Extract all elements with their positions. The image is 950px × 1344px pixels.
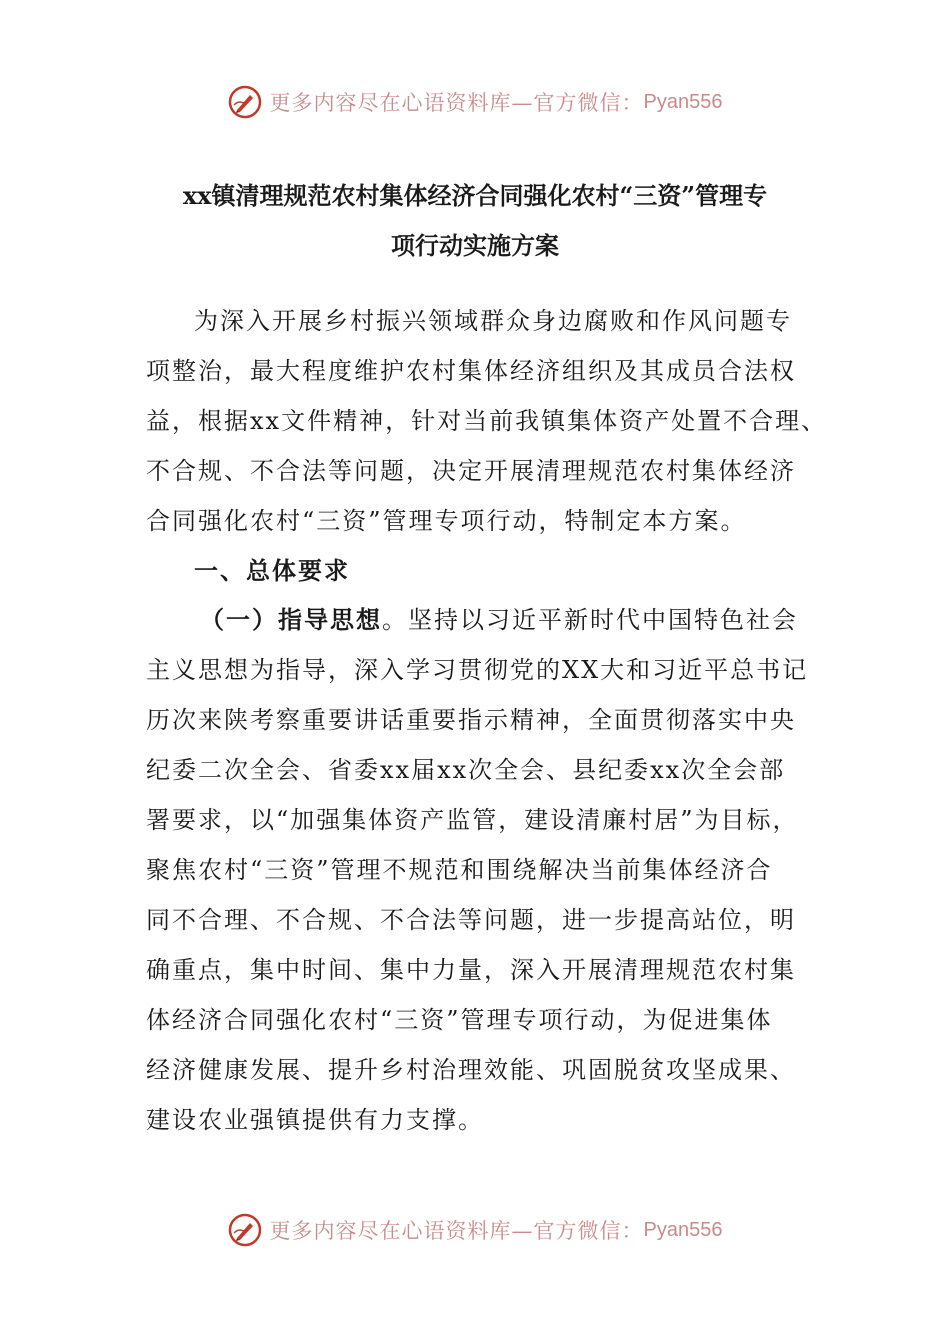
body-line: 聚焦农村“三资”管理不规范和围绕解决当前集体经济合 [146, 856, 773, 884]
watermark-text: 更多内容尽在心语资料库—官方微信： [269, 91, 644, 115]
document-title-line-2: 项行动实施方案 [391, 231, 559, 260]
body-line: 建设农业强镇提供有力支撑。 [146, 1106, 484, 1134]
document-title-line-1: xx镇清理规范农村集体经济合同强化农村“三资”管理专 [182, 181, 768, 210]
intro-line: 为深入开展乡村振兴领域群众身边腐败和作风问题专 [194, 307, 792, 335]
body-line: 主义思想为指导，深入学习贯彻党的XX大和习近平总书记 [146, 656, 809, 684]
body-line: 体经济合同强化农村“三资”管理专项行动，为促进集体 [146, 1006, 773, 1034]
watermark-banner-top [0, 82, 950, 122]
intro-line: 项整治，最大程度维护农村集体经济组织及其成员合法权 [146, 357, 796, 385]
body-line: 纪委二次全会、省委xx届xx次全会、县纪委xx次全会部 [146, 756, 786, 784]
body-line: 确重点，集中时间、集中力量，深入开展清理规范农村集 [146, 956, 796, 984]
watermark-wechat-id: Pyan556 [643, 1218, 723, 1241]
intro-line: 不合规、不合法等问题，决定开展清理规范农村集体经济 [146, 457, 796, 485]
body-line: 历次来陕考察重要讲话重要指示精神，全面贯彻落实中央 [146, 706, 796, 734]
watermark-wechat-id: Pyan556 [643, 90, 723, 113]
section-heading: 一、总体要求 [194, 556, 350, 585]
pen-logo-icon [228, 85, 262, 119]
body-line: 同不合理、不合规、不合法等问题，进一步提高站位，明 [146, 906, 796, 934]
watermark-text: 更多内容尽在心语资料库—官方微信： [269, 1219, 644, 1243]
body-line: 署要求，以“加强集体资产监管，建设清廉村居”为目标， [146, 806, 799, 834]
subsection-first-text: 。坚持以习近平新时代中国特色社会 [382, 606, 798, 634]
subsection-first-line [200, 604, 798, 636]
pen-logo-icon [228, 1213, 262, 1247]
intro-line: 益，根据xx文件精神，针对当前我镇集体资产处置不合理、 [146, 407, 828, 435]
subsection-heading: （一）指导思想 [200, 605, 382, 634]
body-line: 经济健康发展、提升乡村治理效能、巩固脱贫攻坚成果、 [146, 1056, 796, 1084]
watermark-banner-bottom [0, 1210, 950, 1250]
intro-line: 合同强化农村“三资”管理专项行动，特制定本方案。 [146, 507, 747, 535]
